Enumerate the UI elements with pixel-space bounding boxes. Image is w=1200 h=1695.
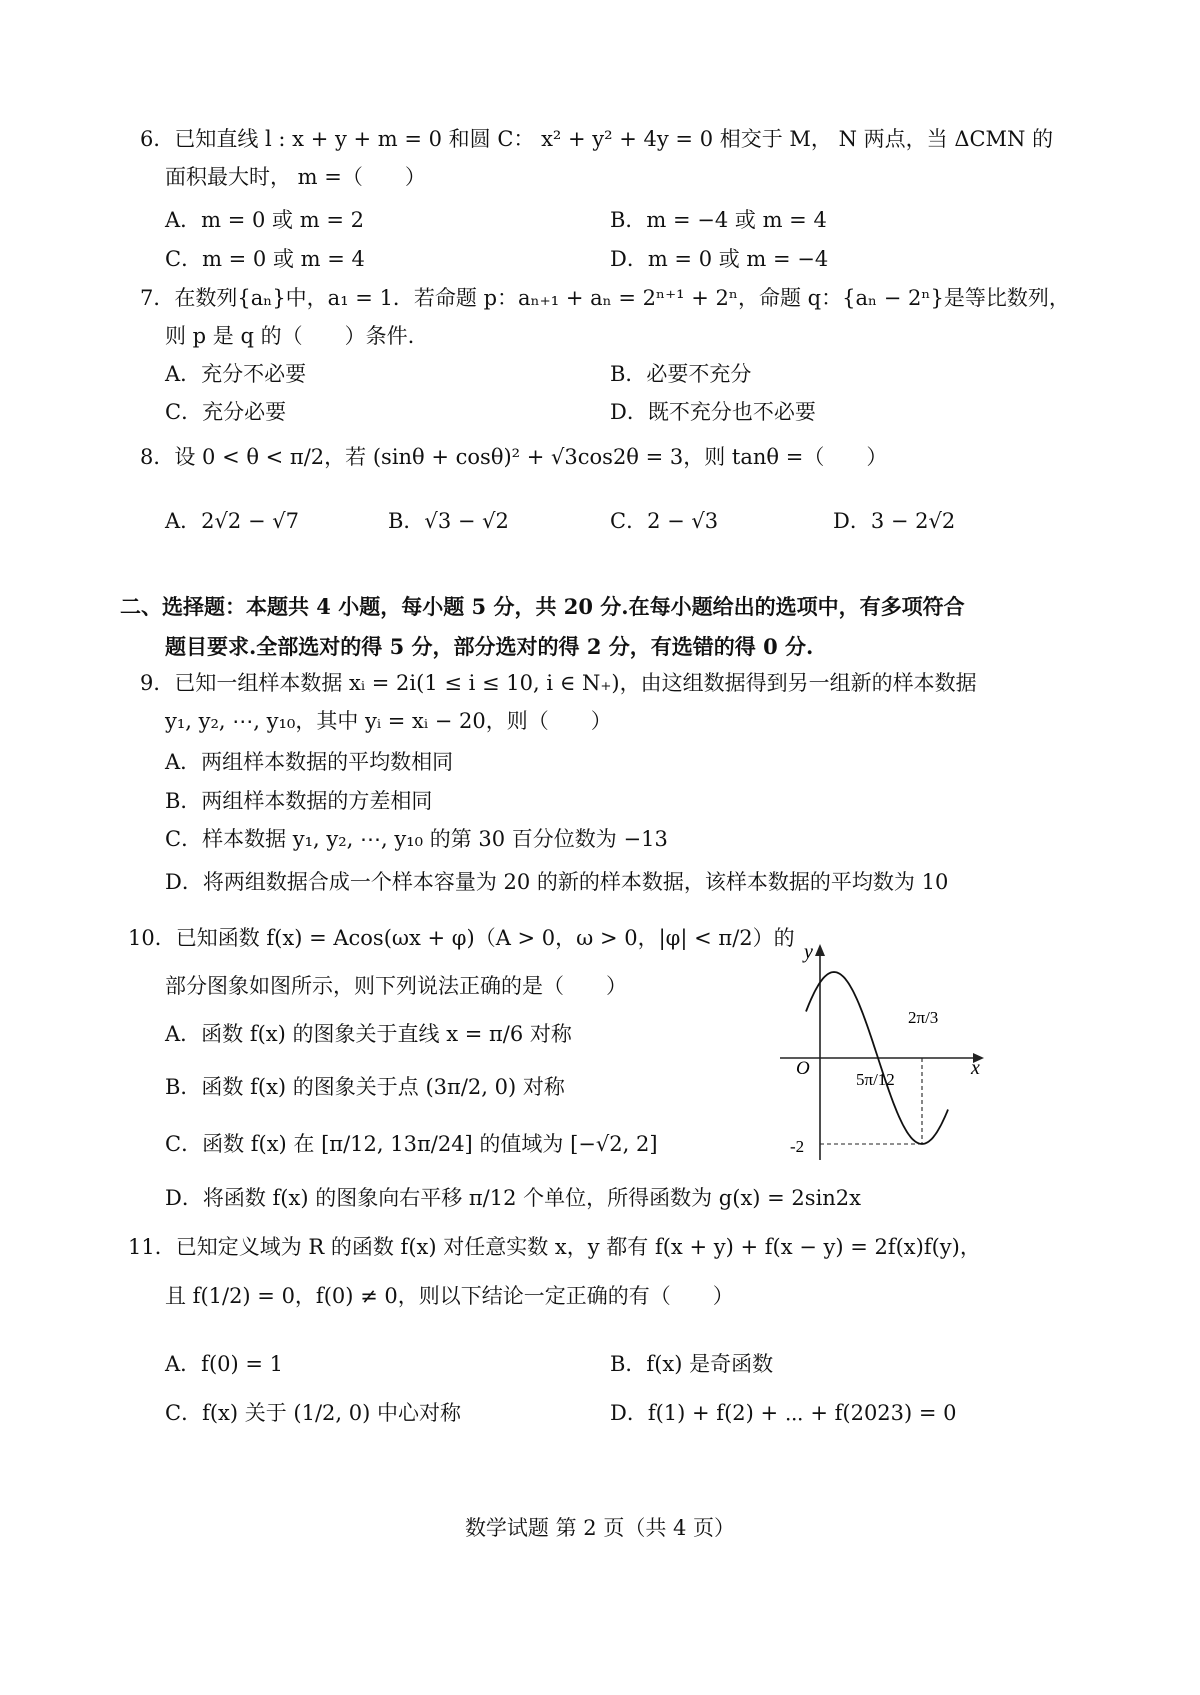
page-footer: 数学试题 第 2 页（共 4 页） — [464, 1516, 736, 1540]
zero-crossing-label: 5π/12 — [856, 1070, 895, 1089]
minimum-y-label: -2 — [790, 1137, 805, 1156]
q10-option-d: D．将函数 f(x) 的图象向右平移 π/12 个单位，所得函数为 g(x) = 2sin2x — [165, 1186, 862, 1210]
q6-option-b: B．m = −4 或 m = 4 — [610, 208, 827, 232]
q8-option-d: D．3 − 2√2 — [833, 509, 956, 533]
q9-option-b: B．两组样本数据的方差相同 — [165, 789, 433, 813]
q9-option-d: D．将两组数据合成一个样本容量为 20 的新的样本数据，该样本数据的平均数为 10 — [165, 870, 949, 894]
q6-stem-line2: 面积最大时， m =（ ） — [165, 165, 426, 189]
q11-stem-line2: 且 f(1/2) = 0，f(0) ≠ 0，则以下结论一定正确的有（ ） — [165, 1284, 734, 1308]
q9-stem-line2: y₁, y₂, ⋯, y₁₀，其中 yᵢ = xᵢ − 20，则（ ） — [165, 709, 612, 733]
q11-option-b: B．f(x) 是奇函数 — [610, 1352, 774, 1376]
q11-option-d: D．f(1) + f(2) + ⋯ + f(2023) = 0 — [610, 1401, 957, 1425]
q7-option-b: B．必要不充分 — [610, 362, 752, 386]
q10-option-c: C．函数 f(x) 在 [π/12, 13π/24] 的值域为 [−√2, 2] — [165, 1132, 658, 1156]
section2-header-line1: 二、选择题：本题共 4 小题，每小题 5 分，共 20 分.在每小题给出的选项中，有多项符合 — [120, 594, 965, 619]
x-axis-label: x — [971, 1057, 980, 1079]
q8-option-b: B．√3 − √2 — [388, 509, 509, 533]
q11-option-c: C．f(x) 关于 (1/2, 0) 中心对称 — [165, 1401, 461, 1425]
q7-stem-line1: 7．在数列{aₙ}中，a₁ = 1．若命题 p：aₙ₊₁ + aₙ = 2ⁿ⁺¹ + 2ⁿ，命题 q：{aₙ − 2ⁿ}是等比数列， — [140, 286, 1070, 310]
q6-option-c: C．m = 0 或 m = 4 — [165, 247, 365, 271]
minimum-x-label: 2π/3 — [908, 1008, 939, 1027]
q10-stem-line2: 部分图象如图所示，则下列说法正确的是（ ） — [165, 974, 627, 998]
q11-option-a: A．f(0) = 1 — [165, 1352, 283, 1376]
q7-option-c: C．充分必要 — [165, 400, 287, 424]
q9-option-c: C．样本数据 y₁, y₂, ⋯, y₁₀ 的第 30 百分位数为 −13 — [165, 827, 668, 851]
y-axis-label: y — [804, 941, 813, 963]
section2-header-line2: 题目要求.全部选对的得 5 分，部分选对的得 2 分，有选错的得 0 分. — [165, 634, 814, 659]
q8-option-c: C．2 − √3 — [610, 509, 719, 533]
q10-function-graph — [770, 930, 1000, 1170]
q10-option-b: B．函数 f(x) 的图象关于点 (3π/2, 0) 对称 — [165, 1075, 565, 1099]
y-axis-arrow — [815, 944, 825, 956]
q11-stem-line1: 11．已知定义域为 R 的函数 f(x) 对任意实数 x，y 都有 f(x + y) + f(x − y) = 2f(x)f(y)， — [128, 1235, 981, 1259]
q6-option-a: A．m = 0 或 m = 2 — [165, 208, 364, 232]
q6-option-d: D．m = 0 或 m = −4 — [610, 247, 829, 271]
q7-option-a: A．充分不必要 — [165, 362, 307, 386]
q7-stem-line2: 则 p 是 q 的（ ）条件. — [165, 324, 415, 348]
q9-stem-line1: 9．已知一组样本数据 xᵢ = 2i(1 ≤ i ≤ 10, i ∈ N₊)，由这组数据得到另一组新的样本数据 — [140, 671, 977, 695]
q10-option-a: A．函数 f(x) 的图象关于直线 x = π/6 对称 — [165, 1022, 572, 1046]
q9-option-a: A．两组样本数据的平均数相同 — [165, 750, 454, 774]
q8-stem: 8．设 0 < θ < π/2，若 (sinθ + cosθ)² + √3cos2θ = 3，则 tanθ =（ ） — [140, 445, 888, 469]
q6-stem-line1: 6．已知直线 l : x + y + m = 0 和圆 C： x² + y² + 4y = 0 相交于 M， N 两点，当 ΔCMN 的 — [140, 127, 1054, 151]
origin-label: O — [796, 1058, 810, 1079]
q7-option-d: D．既不充分也不必要 — [610, 400, 816, 424]
q8-option-a: A．2√2 − √7 — [165, 509, 299, 533]
q10-stem-line1: 10．已知函数 f(x) = Acos(ωx + φ)（A > 0，ω > 0，|φ| < π/2）的 — [128, 926, 795, 950]
